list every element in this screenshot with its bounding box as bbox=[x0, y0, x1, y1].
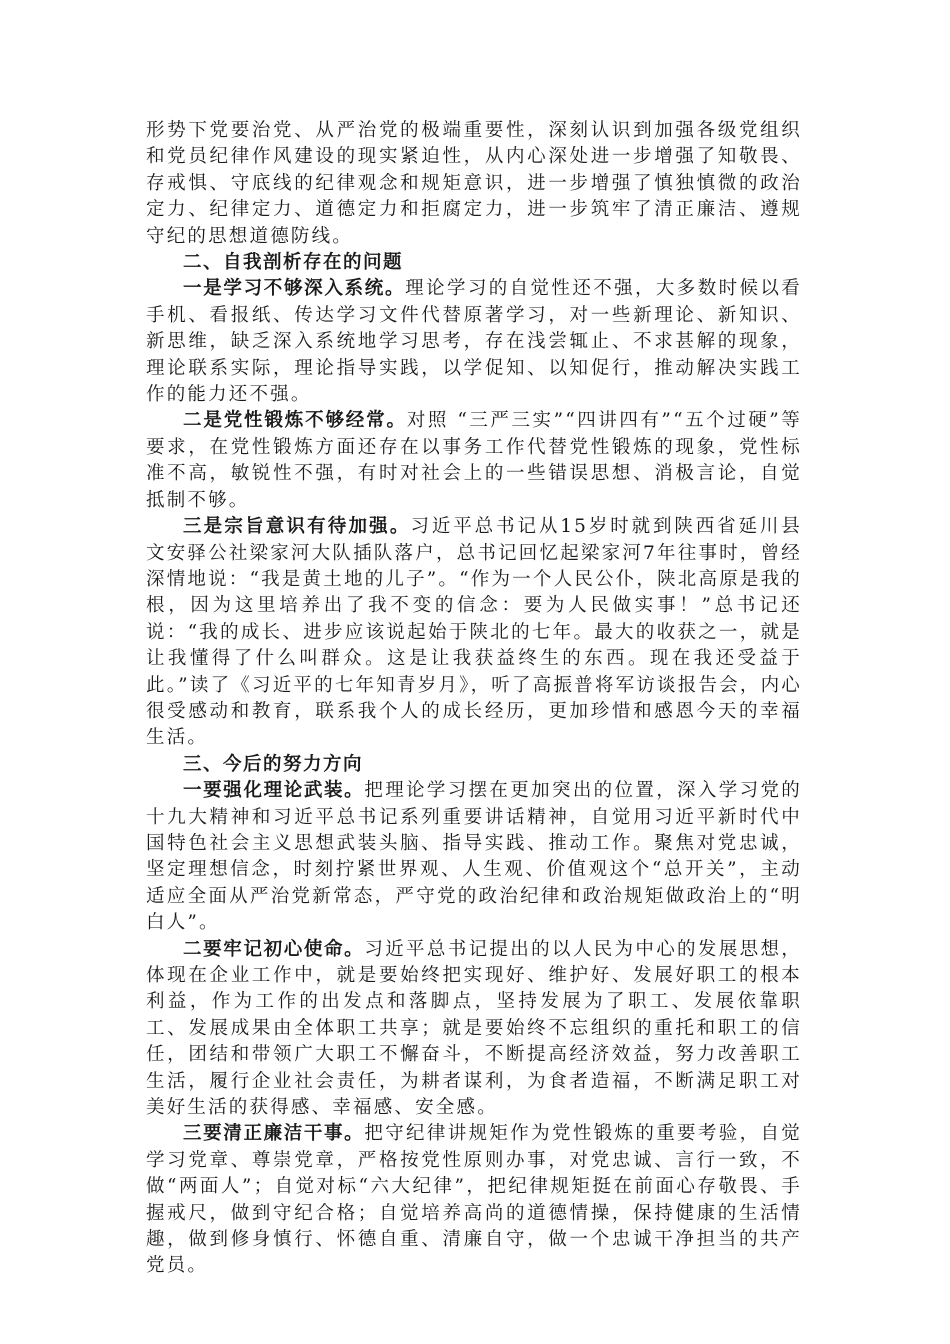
paragraph-lead: 三是宗旨意识有待加强。 bbox=[183, 516, 411, 538]
paragraph-text: 把理论学习摆在更加突出的位置，深入学习党的十九大精神和习近平总书记系列重要讲话精神，自觉用习近平新时代中国特色社会主义思想武装头脑、指导实践、推动工作。聚焦对党忠诚，坚定理想信念，时刻拧紧世界观、人生观、价值观这个“总开关”，主动适应全面从严治党新常态，严守党的政治纪律和政治规矩做政治上的“明白人”。 bbox=[146, 780, 802, 934]
paragraph-text: 习近平总书记从15岁时就到陕西省延川县文安驿公社梁家河大队插队落户，总书记回忆起梁家河7年往事时，曾经深情地说：“我是黄土地的儿子”。“作为一个人民公仆，陕北高原是我的根，因为这里培养出了我不变的信念：要为人民做实事！”总书记还说：“我的成长、进步应该说起始于陕北的七年。最大的收获之一，就是让我懂得了什么叫群众。这是让我获益终生的东西。现在我还受益于此。”读了《习近平的七年知青岁月》，听了高振普将军访谈报告会，内心很受感动和教育，联系我个人的成长经历，更加珍惜和感恩今天的幸福生活。 bbox=[146, 516, 802, 749]
paragraph-problem-3 bbox=[146, 514, 802, 752]
paragraph-text: 对照 “三严三实”“四讲四有”“五个过硬”等要求，在党性锻炼方面还存在以事务工作代替党性锻炼的现象，党性标准不高，敏锐性不强，有时对社会上的一些错误思想、消极言论，自觉抵制不够。 bbox=[146, 410, 802, 511]
paragraph-lead: 二是党性锻炼不够经常。 bbox=[183, 410, 407, 432]
paragraph-direction-3 bbox=[146, 1121, 802, 1279]
paragraph-text: 理论学习的自觉性还不强，大多数时候以看手机、看报纸、传达学习文件代替原著学习，对一些新理论、新知识、新思维，缺乏深入系统地学习思考，存在浅尝辄止、不求甚解的现象，理论联系实际，理论指导实践，以学促知、以知促行，推动解决实践工作的能力还不强。 bbox=[146, 278, 802, 406]
section-heading-directions: 三、今后的努力方向 bbox=[183, 753, 364, 775]
paragraph-lead: 一要强化理论武装。 bbox=[183, 780, 365, 802]
paragraph-problem-1 bbox=[146, 276, 802, 408]
paragraph-intro-continuation bbox=[146, 118, 802, 250]
paragraph-lead: 二要牢记初心使命。 bbox=[183, 938, 365, 960]
paragraph-direction-2 bbox=[146, 937, 802, 1122]
paragraph-text: 把守纪律讲规矩作为党性锻炼的重要考验，自觉学习党章、尊崇党章，严格按党性原则办事，对党忠诚、言行一致，不做“两面人”；自觉对标“六大纪律”，把纪律规矩挺在前面心存敬畏、手握戒尺，做到守纪合格；自觉培养高尚的道德情操，保持健康的生活情趣，做到修身慎行、怀德自重、清廉自守，做一个忠诚干净担当的共产党员。 bbox=[146, 1123, 802, 1277]
paragraph-text: 形势下党要治党、从严治党的极端重要性，深刻认识到加强各级党组织和党员纪律作风建设的现实紧迫性，从内心深处进一步增强了知敬畏、存戒惧、守底线的纪律观念和规矩意识，进一步增强了慎独慎微的政治定力、纪律定力、道德定力和拒腐定力，进一步筑牢了清正廉洁、遵规守纪的思想道德防线。 bbox=[146, 120, 802, 247]
paragraph-lead: 一是学习不够深入系统。 bbox=[183, 278, 406, 300]
paragraph-lead: 三要清正廉洁干事。 bbox=[183, 1123, 365, 1145]
section-heading-problems: 二、自我剖析存在的问题 bbox=[183, 252, 404, 274]
paragraph-direction-1 bbox=[146, 778, 802, 936]
paragraph-problem-2 bbox=[146, 408, 802, 514]
paragraph-text: 习近平总书记提出的以人民为中心的发展思想，体现在企业工作中，就是要始终把实现好、维护好、发展好职工的根本利益，作为工作的出发点和落脚点，坚持发展为了职工、发展依靠职工、发展成果由全体职工共享；就是要始终不忘组织的重托和职工的信任，团结和带领广大职工不懈奋斗，不断提高经济效益，努力改善职工生活，履行企业社会责任，为耕者谋利，为食者造福，不断满足职工对美好生活的获得感、幸福感、安全感。 bbox=[146, 938, 802, 1119]
